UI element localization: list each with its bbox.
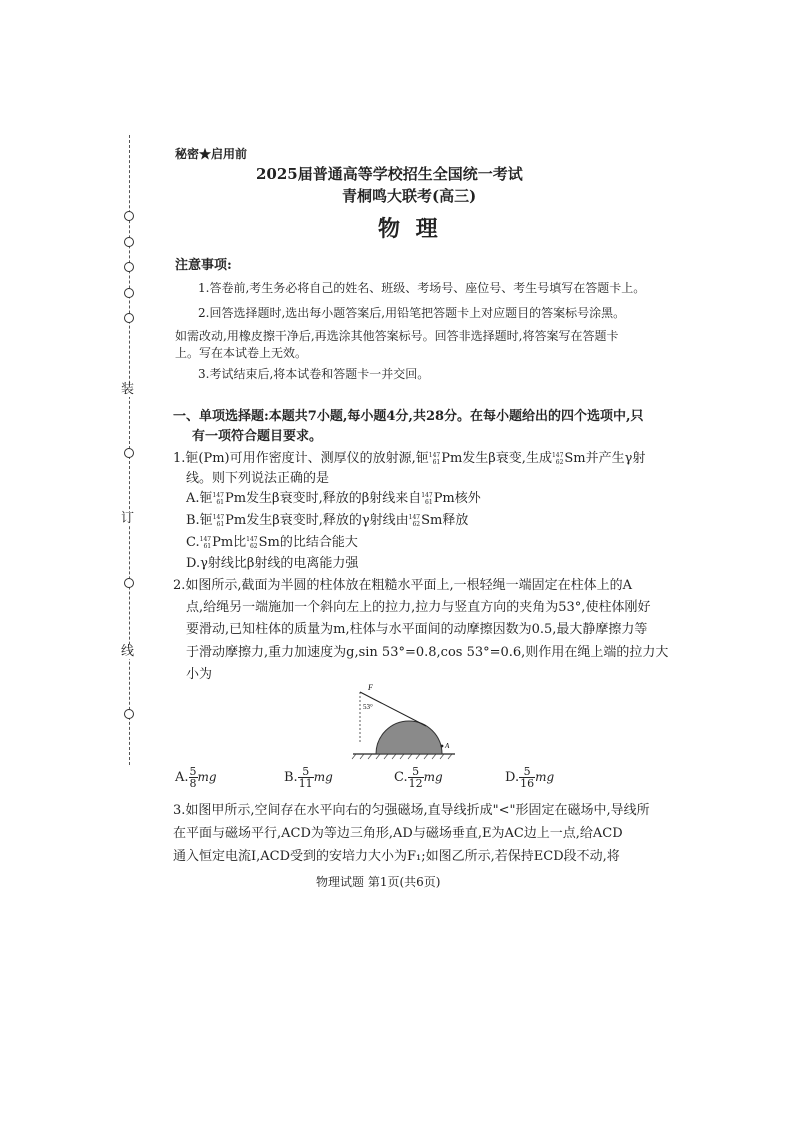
angle-label: 53° bbox=[363, 703, 373, 711]
q2-figure bbox=[350, 684, 460, 764]
notice-item: 2.回答选择题时,选出每小题答案后,用铅笔把答题卡上对应题目的答案标号涂黑。 bbox=[198, 306, 626, 320]
q2-stem-line: 2.如图所示,截面为半圆的柱体放在粗糙水平面上,一根轻绳一端固定在柱体上的A bbox=[173, 578, 633, 593]
page-footer: 物理试题 第1页(共6页) bbox=[316, 875, 441, 889]
subject-title: 物 理 bbox=[378, 216, 442, 242]
q3-stem-line: 在平面与磁场平行,ACD为等边三角形,AD与磁场垂直,E为AC边上一点,给ACD bbox=[173, 826, 623, 841]
q1-option-d: D.γ射线比β射线的电离能力强 bbox=[186, 556, 359, 571]
notice-item: 1.答卷前,考生务必将自己的姓名、班级、考场号、座位号、考生号填写在答题卡上。 bbox=[198, 281, 646, 295]
binding-hole bbox=[124, 313, 134, 323]
notice-item: 如需改动,用橡皮擦干净后,再选涂其他答案标号。回答非选择题时,将答案写在答题卡 bbox=[175, 329, 619, 343]
q2-stem-line: 点,给绳另一端施加一个斜向左上的拉力,拉力与竖直方向的夹角为53°,使柱体刚好 bbox=[186, 600, 651, 615]
binding-hole bbox=[124, 709, 134, 719]
force-label: F bbox=[368, 684, 373, 692]
section-heading: 一、单项选择题:本题共7小题,每小题4分,共28分。在每小题给出的四个选项中,只 bbox=[173, 409, 644, 424]
q1-option-a: A.钷 147 61 Pm发生β衰变时,释放的β射线来自 147 61 Pm核外 bbox=[186, 491, 481, 506]
binding-hole bbox=[124, 288, 134, 298]
binding-hole bbox=[124, 237, 134, 247]
section-heading-cont: 有一项符合题目要求。 bbox=[192, 429, 323, 444]
q3-stem-line: 通入恒定电流I,ACD受到的安培力大小为F₁;如图乙所示,若保持ECD段不动,将 bbox=[173, 849, 620, 864]
q2-option-b: B. $\frac{5}{11}$ mg bbox=[284, 765, 333, 790]
q2-stem-line: 于滑动摩擦力,重力加速度为g,sin 53°=0.8,cos 53°=0.6,则作用在绳上端的拉力大 bbox=[186, 645, 669, 660]
notice-heading: 注意事项: bbox=[175, 258, 232, 273]
binding-hole bbox=[124, 262, 134, 272]
q2-option-c: C. $\frac{5}{12}$ mg bbox=[394, 765, 443, 790]
secret-label: 秘密★启用前 bbox=[175, 147, 248, 161]
isotope-pm: 147 61 bbox=[428, 451, 441, 466]
q2-option-a: A. $\frac{5}{8}$ mg bbox=[175, 765, 217, 790]
q2-stem-line: 要滑动,已知柱体的质量为m,柱体与水平面间的动摩擦因数为0.5,最大静摩擦力等 bbox=[186, 622, 648, 637]
point-a-label: A bbox=[445, 742, 450, 750]
q1-stem-line1: 1.钷(Pm)可用作密度计、测厚仪的放射源,钷 147 61 Pm发生β衰变,生成 147 62 Sm并产生γ射 bbox=[173, 451, 646, 466]
q1-option-c: C. 147 61 Pm比 147 62 Sm的比结合能大 bbox=[186, 535, 358, 550]
q2-option-d: D. $\frac{5}{16}$ mg bbox=[505, 765, 555, 790]
q3-stem-line: 3.如图甲所示,空间存在水平向右的匀强磁场,直导线折成"<"形固定在磁场中,导线所 bbox=[173, 803, 650, 818]
binding-mark-xian: 线 bbox=[121, 644, 135, 659]
exam-title: 2025届普通高等学校招生全国统一考试 bbox=[256, 165, 523, 183]
notice-item: 3.考试结束后,将本试卷和答题卡一并交回。 bbox=[198, 367, 430, 381]
notice-item: 上。写在本试卷上无效。 bbox=[175, 346, 308, 360]
binding-hole bbox=[124, 448, 134, 458]
q1-option-b: B.钷 147 61 Pm发生β衰变时,释放的γ射线由 147 62 Sm释放 bbox=[186, 513, 469, 528]
q1-stem-line2: 线。则下列说法正确的是 bbox=[186, 471, 330, 486]
exam-subtitle: 青桐鸣大联考(高三) bbox=[342, 187, 477, 205]
isotope-sm: 147 62 bbox=[551, 451, 564, 466]
q2-stem-line: 小为 bbox=[186, 667, 213, 682]
binding-hole bbox=[124, 211, 134, 221]
binding-mark-ding: 订 bbox=[121, 511, 135, 526]
binding-mark-zhuang: 装 bbox=[121, 382, 135, 397]
binding-hole bbox=[124, 578, 134, 588]
